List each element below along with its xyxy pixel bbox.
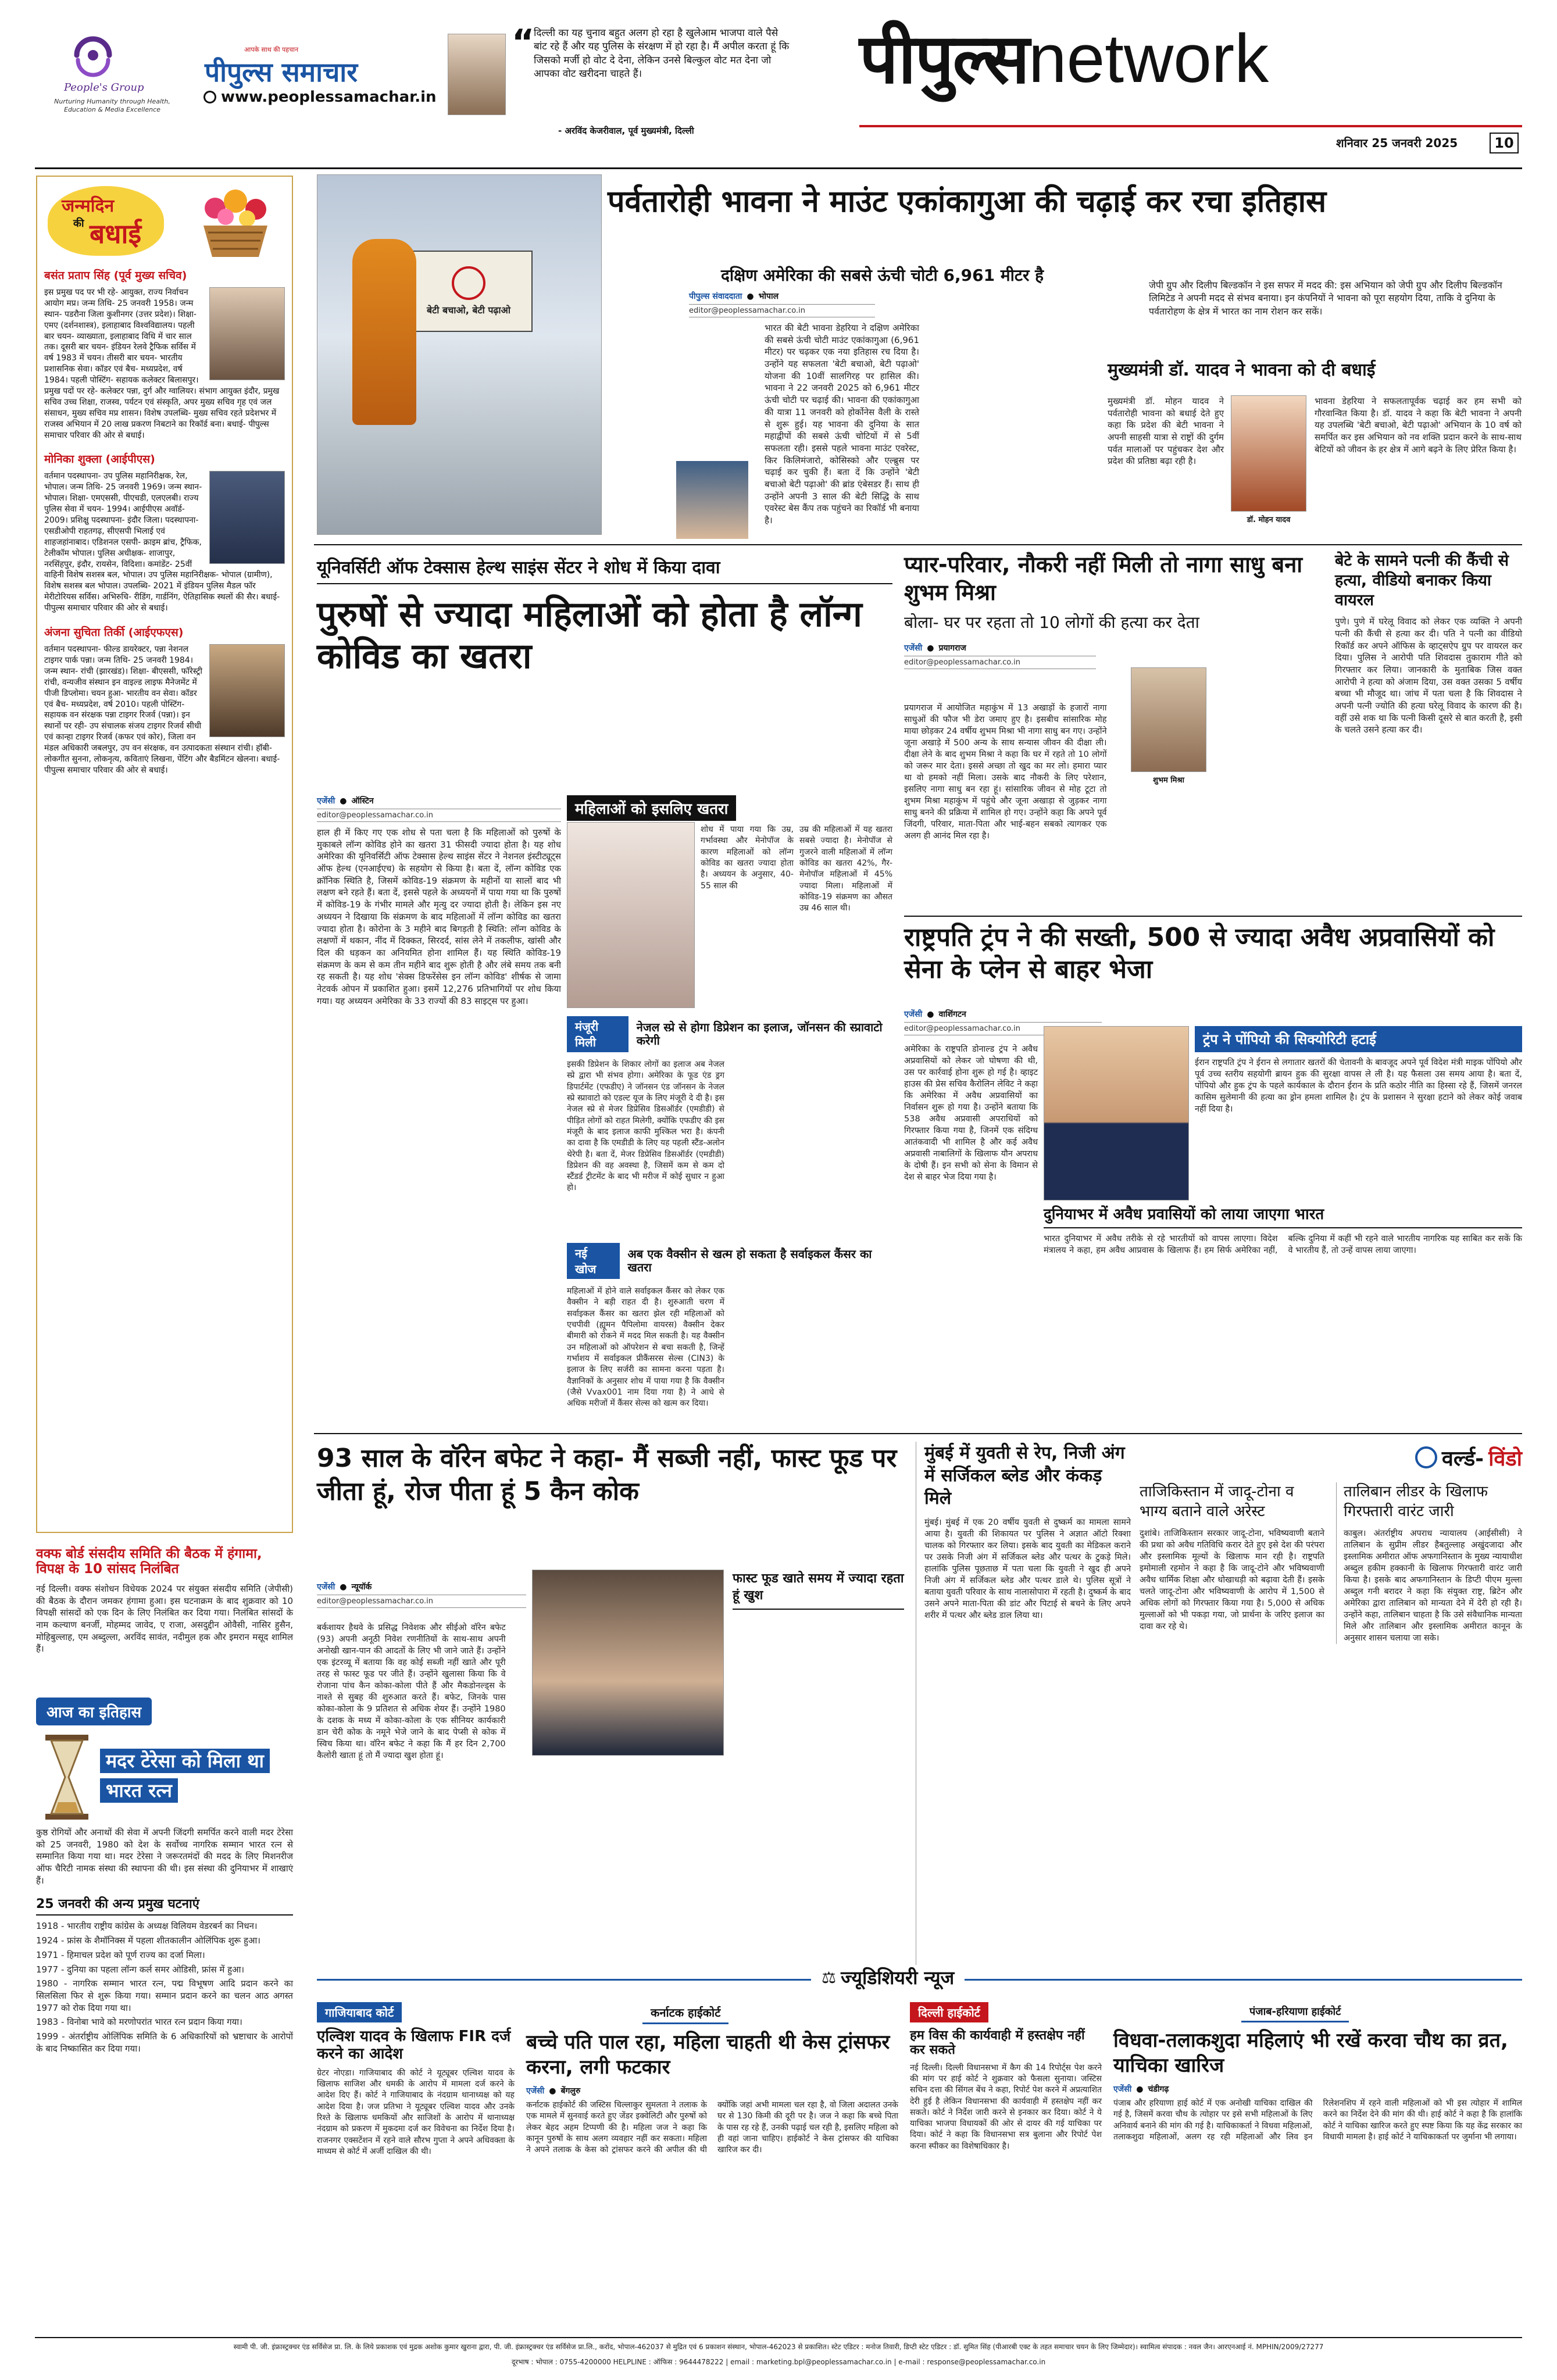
naga-email: editor@peoplessamachar.co.in (904, 656, 1096, 669)
lead-subhead: दक्षिण अमेरिका की सबसे ऊंची चोटी 6,961 मीटर है (721, 266, 1044, 285)
cm-right: भावना डेहरिया ने सफलतापूर्वक चढ़ाई कर हम सभी को गौरवान्वित किया है। डॉ. यादव ने कहा कि बेटी भावना ने अपनी यह उपलब्धि 'बेटी बचाओ, बेटी पढ़ाओ' अभियान के 10 वर्ष को समर्पित कर इस अभियान को नव शक्ति प्रदान करने के साथ-साथ बेटियों को जीवन के हर क्षेत्र में आगे बढ़ने के लिए प्रेरित किया है। (1315, 396, 1522, 455)
buffett-bureau: एजेंसी (317, 1582, 335, 1592)
globe-icon (203, 91, 216, 103)
world-label-2: विंडो (1488, 1446, 1522, 1471)
wife-headline: बेटे के सामने पत्नी की कैंची से हत्या, वीडियो बनाकर किया वायरल (1335, 552, 1509, 609)
lower-rule (314, 1433, 1522, 1434)
covid-byline (317, 795, 561, 806)
brand-english: network (1029, 20, 1269, 97)
nasal-tag: मंजूरी मिली (567, 1016, 628, 1052)
covid-email: editor@peoplessamachar.co.in (317, 809, 561, 822)
delhi-tag: दिल्ली हाईकोर्ट (910, 2002, 988, 2022)
globe-icon (1415, 1446, 1437, 1468)
history-event: 1971 - हिमाचल प्रदेश को पूर्ण राज्य का दर्जा मिला। (36, 1949, 205, 1960)
masthead-quote-author: - अरविंद केजरीवाल, पूर्व मुख्यमंत्री, दिल्ली (558, 126, 694, 136)
buffett-story (317, 1442, 904, 1965)
paper-url (203, 88, 437, 106)
bullet-icon: ● (340, 1582, 347, 1592)
world-window (1140, 1442, 1522, 1965)
birthday-person-1-name: बसंत प्रताप सिंह (पूर्व मुख्य सचिव) (44, 269, 187, 282)
trump-headline: राष्ट्रपति ट्रंप ने की सख्ती, 500 से ज्यादा अवैध अप्रवासियों को सेना के प्लेन से बाहर भेजा (904, 923, 1495, 984)
brand-logo (859, 19, 1269, 99)
mid-rule-right (904, 916, 1522, 917)
lead-rule (314, 544, 1522, 545)
punjab-headline: विधवा-तलाकशुदा महिलाएं भी रखें करवा चौथ का व्रत, याचिका खारिज (1113, 2029, 1508, 2077)
history-headline-text: मदर टेरेसा को मिला था भारत रत्न (100, 1749, 270, 1803)
covid-headline: पुरुषों से ज्यादा महिलाओं को होता है लॉन्ग कोविड का खतरा (317, 594, 862, 677)
punjab-byline (1113, 2084, 1522, 2095)
waqf-body: नई दिल्ली। वक्फ संशोधन विधेयक 2024 पर संयुक्त संसदीय समिति (जेपीसी) की बैठक के दौरान जमकर हंगामा हुआ। इस घटनाक्रम के बाद शुक्रवार को 10 विपक्षी सांसदों को एक दिन के लिए निलंबित कर दिया गया। निलंबित सांसदों के नाम कल्याण बनर्जी, मोहम्मद जावेद, ए राजा, असदुद्दीन ओवैसी, नासिर हुसैन, मोहिबुल्लाह, एम अब्दुल्ला, अरविंद सावंत, नदीमुल हक और इमरान मसूद शामिल हैं। (36, 1583, 293, 1654)
history-label: आज का इतिहास (36, 1698, 152, 1725)
karnataka-byline (526, 2085, 898, 2096)
history-event: 1977 - दुनिया का पहला लॉन्ग कर्ल समर ओडिसी, फ्रांस में हुआ। (36, 1964, 245, 1975)
naga-subhead: बोला- घर पर रहता तो 10 लोगों की हत्या कर देता (904, 613, 1199, 632)
judiciary-section (317, 1965, 1522, 2290)
history-box (36, 1698, 293, 2279)
birthday-person-2-name: मोनिका शुक्ला (आईपीएस) (44, 453, 155, 466)
nasal-headline: नेजल स्प्रे से होगा डिप्रेशन का इलाज, जॉनसन की स्प्रावाटो करेगी (636, 1020, 883, 1048)
brand-underline (859, 125, 1522, 127)
buffett-quote: फास्ट फूड खाते समय में ज्यादा रहता हूं खुश (733, 1571, 904, 1610)
world-left-body: दुशांबे। ताजिकिस्तान सरकार जादू-टोना, भविष्यवाणी बताने की प्रथा को अवैध गतिविधि करार देते हुए इसे देश की परंपरा और इस्लामिक मूल्यों के खिलाफ मान रही है। राष्ट्रपति इमोमाली रहमोन ने कहा है कि जादू-टोने और भविष्यवाणी अवैध धार्मिक शिक्षा और धोखाधड़ी को बढ़ावा देती हैं। इसके चलते जादू-टोना और भविष्यवाणी के आरोप में 1,500 से अधिक लोगों को गिरफ्तार किया गया है। 5,000 से अधिक मुल्लाओं को भी पकड़ा गया, जो प्रार्थना के जरिए इलाज का दावा कर रहे थे। (1140, 1528, 1324, 1631)
mumbai-story (916, 1442, 1131, 1965)
karnataka-body: कर्नाटक हाईकोर्ट की जस्टिस चिल्लाकुर सुमलता ने तलाक के एक मामले में सुनवाई करते हुए जेंडर इक्वेलिटी और पुरुषों को लेकर बेहद अहम टिप्पणी की है। महिला जज ने कहा कि कानून पुरुषों के साथ अलग व्यवहार नहीं कर सकता। महिला ने अपने तलाक के केस को ट्रांसफर करने की अपील की थी क्योंकि जहां अभी मामला चल रहा है, वो जिला अदालत उनके घर से 130 किमी की दूरी पर है। जज ने कहा कि बच्चे पिता के पास रह रहे हैं, उनकी पढ़ाई चल रही है, इसलिए महिला को ही वहां जाना चाहिए। हाईकोर्ट ने केस ट्रांसफर की याचिका खारिज कर दी। (526, 2100, 898, 2155)
ghaziabad-headline: एल्विश यादव के खिलाफ FIR दर्ज करने का आदेश (317, 2028, 511, 2063)
bullet-icon: ● (747, 291, 754, 301)
trump-body: अमेरिका के राष्ट्रपति डोनाल्ड ट्रंप ने अवैध अप्रवासियों को लेकर जो घोषणा की थी, उस पर कार्रवाई होना शुरू हो गई है। व्हाइट हाउस की प्रेस सचिव कैरोलिन लेविट ने कहा कि अमेरिका में अवैध अप्रवासियों का निर्वासन शुरू हो गया है। उन्होंने बताया कि 538 अवैध अप्रवासी अपराधियों को गिरफ्तार किया गया है, जिनमें एक संदिग्ध आतंकवादी भी शामिल है और कई अवैध अप्रवासी नाबालिगों के खिलाफ यौन अपराध के दोषी हैं। इन सभी को सेना के विमान से देश से बाहर भेज दिया गया है। (904, 1045, 1038, 1182)
trump-photo (1044, 1026, 1189, 1200)
paper-url-text: www.peoplessamachar.in (221, 88, 437, 106)
buffett-headline: 93 साल के वॉरेन बफेट ने कहा- मैं सब्जी नहीं, फास्ट फूड पर जीता हूं, रोज पीता हूं 5 कैन कोक (317, 1443, 897, 1507)
birthday-person-2-photo (209, 471, 285, 564)
paper-name: पीपुल्स समाचार (205, 56, 358, 88)
naga-bureau: एजेंसी (904, 644, 923, 653)
history-event: 1924 - फ्रांस के शैमॉनिक्स में पहला शीतकालीन ओलिंपिक शुरू हुआ। (36, 1935, 260, 1946)
brand-hindi: पीपुल्स (859, 19, 1029, 99)
history-headline (100, 1746, 274, 1806)
lead-body: भारत की बेटी भावना डेहरिया ने दक्षिण अमेरिका की सबसे ऊंची चोटी माउंट एकांकागुआ (6,961 मीटर) पर चढ़कर एक नया इतिहास रच दिया है। उन्होंने यह सफलता 'बेटी बचाओ, बेटी पढ़ाओ' योजना की 10वीं सालगिरह पर हासिल की। भावना ने 22 जनवरी 2025 को 6,961 मीटर ऊंची चोटी पर चढ़ाई की। भावना की एकांकागुआ की यात्रा 11 जनवरी को होर्कोनेस वैली के रास्ते से शुरू हुई। यह भावना की दुनिया के सात महाद्वीपों की सबसे ऊंची चोटियों में से 5वीं सफलता रही। इससे पहले भावना माउंट एवरेस्ट, किर किलिमंजारो, कोसिस्को और एल्ब्रुस पर चढ़ाई कर चुकी हैं। बता दें कि उन्होंने 'बेटी बचाओ बेटी पढ़ाओ' की ब्रांड एंबेसडर हैं। साथ ही उन्होंने अपनी 3 साल की बेटी सिद्धि के साथ एवरेस्ट बेस कैंप तक पहुंचने का रिकॉर्ड भी बनाया है। (765, 323, 919, 526)
masthead (0, 0, 1557, 169)
lead-sponsor: जेपी ग्रुप और दिलीप बिल्डकॉन ने इस सफर में मदद की: इस अभियान को जेपी ग्रुप और दिलीप बिल्डकॉन लिमिटेड ने अपनी मदद से संभव बनाया। इन कंपनियों ने भावना को पूरा सहयोग दिया, ताकि वे दुनिया के पर्वतारोहण के क्षेत्र में भारत का नाम रोशन कर सकें। (1149, 280, 1502, 317)
judiciary-banner-text: ज्यूडिशियरी न्यूज (841, 1967, 955, 1989)
waqf-story (36, 1546, 293, 1692)
naga-headline: प्यार-परिवार, नौकरी नहीं मिली तो नागा साधु बना शुभम मिश्रा (904, 552, 1303, 605)
history-event: 1980 - नागरिक सम्मान भारत रत्न, पद्म विभूषण आदि प्रदान करने का सिलसिला फिर से शुरू किया गया। सम्मान प्रदान करने का चलन आठ अगस्त 1977 को रोक दिया गया था। (36, 1978, 293, 2013)
covid-body: हाल ही में किए गए एक शोध से पता चला है कि महिलाओं को पुरुषों के मुकाबले लॉन्ग कोविड होने का खतरा 31 फीसदी ज्यादा होता है। यह शोध अमेरिका की यूनिवर्सिटी ऑफ टेक्सास हेल्थ साइंस सेंटर ने नेशनल इंस्टीट्यूट्स ऑफ हेल्थ (एनआईएच) के सहयोग से किया है। बता दें, लॉन्ग कोविड एक क्रॉनिक स्थिति है, जिसमें कोविड-19 संक्रमण के महीनों या सालों बाद भी लक्षण बने रहते हैं। बता दें, इससे पहले के अध्ययनों में पाया गया था कि पुरुषों में कोविड-19 के गंभीर मामले और मृत्यु दर ज्यादा होती है। लेकिन इस नए अध्ययन ने दिखाया कि संक्रमण के बाद महिलाओं में लॉन्ग कोविड का खतरा ज्यादा होता है। कोरोना के 3 महीने बाद बिगड़ती है स्थिति: लॉन्ग कोविड के लक्षणों में थकान, नींद में दिक्कत, सिरदर्द, सांस लेने में तकलीफ, खांसी और दिल की धड़कन का अनियमित होना शामिल हैं। यह स्थिति कोविड-19 संक्रमण के कम से कम तीन महीने बाद शुरू होती है और लंबे समय तक बनी रह सकती है। यह शोध 'सेक्स डिफरेंसेस इन लॉन्ग कोविड' शीर्षक से जामा नेटवर्क ओपन में प्रकाशित हुआ। इसमें 12,276 प्रतिभागियों पर शोध किया गया। यह अध्ययन अमेरिका के 33 राज्यों की 83 साइट्स पर हुआ। (317, 827, 561, 1006)
ghaziabad-body: ग्रेटर नोएडा। गाजियाबाद की कोर्ट ने यूट्यूबर एल्विश यादव के खिलाफ साजिश और धमकी के आरोप में मामला दर्ज करने के आदेश दिए हैं। कोर्ट ने गाजियाबाद के नंदग्राम थानाध्यक्ष को यह आदेश दिया है। जज प्रतिभा ने यूट्यूबर एल्विश यादव और उनके रिश्ते के खिलाफ धमकियों और साजिशों के आरोप में थानाध्यक्ष नंदग्राम को प्रकरण में मुकदमा दर्ज कर विवेचना का निर्देश दिया है। राजनगर एक्सटेंशन में रहने वाले सौरभ गुप्ता ने अपने अधिवक्ता के माध्यम से कोर्ट में अर्जी दाखिल की थी। (317, 2068, 515, 2156)
world-label-1: वर्ल्ड- (1441, 1446, 1484, 1471)
kejriwal-photo (448, 34, 506, 115)
birthday-person-3-text: वर्तमान पदस्थापना- फील्ड डायरेक्टर, पन्ना नेशनल टाइगर पार्क पन्ना। जन्म तिथि- 25 जनवरी 1984। जन्म स्थान- रांची (झारखंड)। शिक्षा- बीएससी, फॉरेस्ट्री रांची, वन्यजीव संस्थान इन वाइल्ड लाइफ मैनेजमेंट में पीजी डिप्लोमा। चयन हुआ- भारतीय वन सेवा। कॉडर एवं बैच- मध्यप्रदेश, वर्ष 2010। पहली पोस्टिंग- सहायक वन संरक्षक पन्ना टाइगर रिजर्व (पन्ना)। इन स्थानों पर रही- उप संचालक संजय टाइगर रिजर्व सीधी एवं कान्हा टाइगर रिजर्व (कफर एवं कोर), जिला वन मंडल अधिकारी जबलपुर, उप वन संरक्षक, वन उत्पादकता संस्थान रांची। हॉबी- लोकगीत सुनना, लोकनृत्य, कविताएं लिखना, पेंटिंग और बैडमिंटन खेलना। बधाई- पीपुल्स समाचार परिवार की ओर से बधाई। (44, 645, 280, 775)
trump-sub-title: ट्रंप ने पोंपियो की सिक्योरिटी हटाई (1195, 1026, 1522, 1052)
buffett-body: बर्कशायर हैथवे के प्रसिद्ध निवेशक और सीईओ वॉरेन बफेट (93) अपनी अनूठी निवेश रणनीतियों के साथ-साथ अपनी अनोखी खान-पान की आदतों के लिए भी जाने जाते हैं। उन्होंने एक इंटरव्यू में बताया कि वह कोई सब्जी नहीं खाते और पूरी तरह से फास्ट फूड पर जीते हैं। उन्होंने खुलासा किया कि वे रोजाना पांच कैन कोका-कोला पीते हैं और मैकडोनल्ड्स के नाश्ते से सुबह की शुरुआत करते हैं। बफेट, जिनके पास कोका-कोला के 9 प्रतिशत से अधिक शेयर हैं। उन्होंने 1980 के दशक के मध्य में कोका-कोला के एक सीनियर कार्यकारी डान चेरी कोक के नमूने भेजे जाने के बाद पेप्सी से कोक में स्विच किया था। वॉरेन बफेट ने कहा कि मैं हर दिन 2,700 कैलोरी खाता हूं तो मैं ज्यादा खुश होता हूं। (317, 1623, 506, 1760)
footer-imprint: स्वामी पी. जी. इंफ्रास्ट्रक्चर एंड सर्विसेज प्रा. लि. के लिये प्रकाशक एवं मुद्रक अशोक कुमार खुराना द्वारा, पी. जी. इंफ्रास्ट्रक्चर एंड सर्विसेज प्रा.लि., करोंद, भोपाल-462037 से मुद्रित एवं 6 प्रकाशन संस्थान, भोपाल-462023 से प्रकाशित। स्टेट एडिटर : मनोज तिवारी, डिप्टी स्टेट एडिटर : डॉ. सुमित सिंह (पीआरबी एक्ट के तहत समाचार चयन के लिए जिम्मेदार)। स्वामित्व संपादक : नवल जैन। आरएनआई नं. MPHIN/2009/27277 (233, 2343, 1324, 2351)
lead-bureau: पीपुल्स संवाददाता (689, 292, 742, 301)
covid-box-left: शोध में पाया गया कि उम्र, गर्भावस्था और मेनोपॉज के कारण महिलाओं को लॉन्ग कोविड का खतरा ज्यादा होता है। अध्ययन के अनुसार, 40-55 साल की (701, 825, 794, 891)
vaccine-headline: अब एक वैक्सीन से खत्म हो सकता है सर्वाइकल कैंसर का खतरा (627, 1247, 872, 1274)
vaccine-body: महिलाओं में होने वाले सर्वाइकल कैंसर को लेकर एक वैक्सीन ने बड़ी राहत दी है। शुरुआती चरण में सर्वाइकल कैंसर का खतरा झेल रही महिलाओं को एचपीवी (ह्यूमन पैपिलोमा वायरस) वैक्सीन देकर बीमारी को रोकने में मदद मिल सकती है। यह वैक्सीन उन महिलाओं को ऑपरेशन से बचा सकती है, जिन्हें गर्भाशय में सर्वाइकल प्रीकैंसरस सेल्स (CIN3) के इलाज के लिए सर्जरी का सामना करना पड़ता है। वैज्ञानिकों के अनुसार शोध में पाया गया है कि वैक्सीन (जैसे Vvax001 नाम दिया गया है) ने आधे से अधिक मरीजों में कैंसर सेल्स को खत्म कर दिया। (567, 1287, 724, 1409)
lead-article (689, 291, 1084, 541)
birthday-person-3-name: अंजना सुचिता तिर्की (आईएफएस) (44, 626, 184, 639)
history-event: 1983 - विनोबा भावे को मरणोपरांत भारत रत्न प्रदान किया गया। (36, 2017, 242, 2028)
covid-box-right: उम्र की महिलाओं में यह खतरा सबसे ज्यादा है। मेनोपॉज से गुजरने वाली महिलाओं में लॉन्ग कोविड का खतरा 42%, गैर-मेनोपॉज महिलाओं में 45% ज्यादा मिला। महिलाओं में कोविड-19 संक्रमण का औसत उम्र 46 साल थी। (799, 825, 892, 913)
karnataka-tag: कर्नाटक हाईकोर्ट (642, 2002, 728, 2024)
lead-main-photo (317, 174, 602, 535)
group-tagline: Nurturing Humanity through Health, Education & Media Excellence (54, 98, 170, 114)
covid-bureau: एजेंसी (317, 796, 335, 806)
hourglass-icon (43, 1734, 91, 1821)
trump-byline (904, 1009, 1102, 1020)
naga-story (904, 551, 1320, 912)
delhi-headline: हम विस की कार्यवाही में हस्तक्षेप नहीं कर सकते (910, 2028, 1085, 2058)
covid-city: ऑस्टिन (351, 796, 374, 806)
birthday-box (36, 176, 293, 1533)
footer-helpline: दूरभाष : भोपाल : 0755-4200000 HELPLINE : ऑफिस : 9644478222 | email : marketing.bpl@peoplessamachar.co.in | e-mail : response@peoplessamachar.co.in (511, 2358, 1046, 2366)
buffett-email: editor@peoplessamachar.co.in (317, 1595, 526, 1608)
history-event: 1999 - अंतर्राष्ट्रीय ओलिंपिक समिति के 6 अधिकारियों को भ्रष्टाचार के आरोपों के बाद निष्कासित कर दिया गया। (36, 2031, 293, 2054)
judiciary-banner (811, 1965, 965, 1990)
birthday-person-3-photo (209, 644, 285, 737)
history-events (36, 1920, 293, 2054)
karnataka-city: बेंगलुरु (560, 2086, 581, 2096)
masthead-quote: दिल्ली का यह चुनाव बहुत अलग हो रहा है खुलेआम भाजपा वाले पैसे बांट रहे हैं और यह पुलिस के संरक्षण में हो रहा है। मैं अपील करता हूं कि जिसको मर्जी हो वोट दे देना, लेकिन उनसे बिल्कुल वोट मत देना जो आपका वोट खरीदना चाहते हैं। (534, 27, 790, 80)
birthday-heading-main: बधाई (90, 218, 142, 249)
wife-body: पुणे। पुणे में घरेलू विवाद को लेकर एक व्यक्ति ने अपनी पत्नी की कैंची से हत्या कर दी। पति ने पत्नी का वीडियो रिकॉर्ड कर अपने ऑफिस के व्हाट्सऐप ग्रुप पर वायरल कर दिया। पुलिस ने आरोपी पति शिवदास तुकाराम गीते को गिरफ्तार कर लिया। जानकारी के मुताबिक जिस वक्त आरोपी ने हत्या को अंजाम दिया, उस वक्त उसका 5 वर्षीय बच्चा भी मौजूद था। जांच में पता चला है कि शिवदास ने अपनी पत्नी ज्योति की हत्या घरेलू विवाद के कारण की है। वहीं उसे शक था कि पत्नी किसी दूसरे से बात करती है, इसी के चलते उसने हत्या कर दी। (1335, 616, 1522, 735)
punjab-city: चंडीगढ़ (1148, 2085, 1169, 2094)
nasal-body: इसकी डिप्रेशन के शिकार लोगों का इलाज अब नेजल स्प्रे द्वारा भी संभव होगा। अमेरिका के फूड एंड ड्रग डिपार्टमेंट (एफडीए) ने जॉनसन एंड जॉनसन के नेजल स्प्रे स्प्रावाटो को एडल्ट यूज के लिए मंजूरी दे दी है। इस नेजल स्प्रे से मेजर डिप्रेसिव डिसऑर्डर (एमडीडी) से पीड़ित लोगों को राहत मिलेगी, क्योंकि एफडीए की इस मंजूरी के बाद इलाज काफी मुश्किल भरा है। कंपनी का दावा है कि एमडीडी के लिए यह पहली स्टैंड-अलोन थेरेपी है। बता दें, मेजर डिप्रेसिव डिसऑर्डर (एमडीडी) डिप्रेशन की वह अवस्था है, जिसमें कम से कम दो स्टैंडर्ड ट्रीटमेंट के बाद भी मरीज में कोई सुधार न हुआ हो। (567, 1060, 724, 1193)
footer-rule (35, 2337, 1522, 2338)
trump-sub2-body: भारत दुनियाभर में अवैध तरीके से रहे भारतीयों को वापस लाएगा। विदेश मंत्रालय ने कहा, हम अवैध आप्रवास के खिलाफ हैं। हम सिर्फ अमेरिका नहीं, बल्कि दुनिया में कहीं भी रहने वाले भारतीय नागरिक यह साबित कर सकें कि वे भारतीय हैं, तो उन्हें वापस लाया जाएगा। (1044, 1234, 1522, 1255)
bullet-icon: ● (340, 796, 347, 806)
birthday-person-1-photo (209, 287, 285, 380)
buffett-city: न्यूयॉर्क (351, 1582, 372, 1592)
punjab-tag: पंजाब-हरियाणा हाईकोर्ट (1241, 2002, 1349, 2022)
naga-photo-caption: शुभम मिश्रा (1153, 776, 1184, 785)
cm-headline: मुख्यमंत्री डॉ. यादव ने भावना को दी बधाई (1108, 360, 1376, 380)
gavel-icon: ⚖ (822, 1968, 837, 1987)
group-name: People's Group (64, 81, 144, 94)
bullet-icon: ● (927, 643, 934, 653)
history-list-heading: 25 जनवरी की अन्य प्रमुख घटनाएं (36, 1895, 293, 1916)
punjab-body: पंजाब और हरियाणा हाई कोर्ट में एक अनोखी याचिका दाखिल की गई है, जिसमें करवा चौथ के त्योहार पर इसे सभी महिलाओं के लिए अनिवार्य बनाने की मांग की गई है। याचिकाकर्ता ने विधवा महिलाओं, तलाकशुदा महिलाओं, अलग रह रही महिलाओं और लिव इन रिलेशनशिप में रहने वाली महिलाओं को भी इस त्योहार में शामिल करने का निर्देश देने की मांग की थी। हाई कोर्ट ने कहा है कि हालांकि कोर्ट ने याचिका खारिज करते हुए स्पष्ट किया कि यह केंद्र सरकार का विधायी मामला है। हाई कोर्ट ने याचिकाकर्ता पर जुर्माना भी लगाया। (1113, 2099, 1522, 2142)
covid-story (317, 551, 892, 1429)
seal-icon (452, 266, 485, 300)
delhi-body: नई दिल्ली। दिल्ली विधानसभा में कैग की 14 रिपोर्ट्स पेश करने की मांग पर हाई कोर्ट ने शुक्रवार को फैसला सुनाया। जस्टिस सचिन दत्ता की सिंगल बेंच ने कहा, रिपोर्ट पेश करने में अप्रत्याशित देरी हुई है लेकिन विधानसभा की कार्यवाही में हस्तक्षेप नहीं कर सकते। कोर्ट ने निर्देश जारी करने से इनकार कर दिया। कोर्ट ने ये याचिका भाजपा विधायकों की ओर से दायर की गई याचिका पर दिया। कोर्ट ने कहा कि विधानसभा सत्र बुलाना और रिपोर्ट पेश करना स्पीकर का विशेषाधिकार है। (910, 2063, 1102, 2151)
page-number: 10 (1490, 133, 1519, 153)
paper-small-tag: आपके साथ की पहचान (244, 46, 299, 53)
birthday-heading-mid: की (73, 217, 84, 230)
bullet-icon: ● (927, 1009, 934, 1019)
trump-sub-body: ईरान राष्ट्रपति ट्रंप ने ईरान से लगातार खतरों की चेतावनी के बावजूद अपने पूर्व विदेश मंत्री माइक पोंपियो और पूर्व उच्च स्तरीय सहयोगी ब्रायन हुक की सुरक्षा वापस ले ली है। यह फैसला उस समय आया है। बता दें, पोंपियो और हुक ट्रंप के पहले कार्यकाल के दौरान ईरान के प्रति कठोर नीति का हिस्सा रहे हैं, जिसमें जनरल कासिम सुलेमानी की हत्या का ड्रोन हमला शामिल है। ट्रंप के प्रशासन ने सुरक्षा हटाने को लेकर कोई जवाब नहीं दिया है। (1195, 1058, 1522, 1114)
lead-email: editor@peoplessamachar.co.in (689, 304, 875, 317)
masthead-date: शनिवार 25 जनवरी 2025 (1336, 136, 1458, 150)
waqf-headline: वक्फ बोर्ड संसदीय समिति की बैठक में हंगामा, विपक्ष के 10 सांसद निलंबित (36, 1546, 262, 1577)
masthead-rule (35, 167, 1522, 169)
world-left-headline: ताजिकिस्तान में जादू-टोना व भाग्य बताने वाले अरेस्ट (1140, 1483, 1294, 1520)
banner-in-photo (405, 251, 533, 332)
trump-email: editor@peoplessamachar.co.in (904, 1022, 1102, 1035)
punjab-bureau: एजेंसी (1113, 2085, 1132, 2094)
cm-photo-caption: डॉ. मोहन यादव (1247, 516, 1291, 524)
naga-byline (904, 642, 1320, 653)
quote-mark-icon: “ (512, 22, 535, 63)
naga-body: प्रयागराज में आयोजित महाकुंभ में 13 अखाड़ों के हजारों नागा साधुओं की फौज भी डेरा जमाए हुए है। इसबीच सांसारिक मोह माया छोड़कर 24 वर्षीय शुभम मिश्रा भी नागा साधु बन गए। उन्होंने जूना अखाड़े में 500 अन्य के साथ सन्यास जीवन की दीक्षा ली। दीक्षा लेने के बाद शुभम मिश्रा ने कहा कि घर में रहते तो 10 लोगों को जरूर मार देता। इससे अच्छा तो खुद का मर लो। हमारा प्यार था वो हमको नहीं मिला। उसके बाद नौकरी के लिए परेशान, इसलिए नागा साधु बन रहा हूं। सांसारिक जीवन से मोह टूटा तो शुभम मिश्रा महाकुंभ में पहुंचे और जूना अखाड़ा से जुड़कर नागा साधु बनने की प्रक्रिया में शामिल हो गए। उन्होंने कहा कि अपने पूर्व जिंदगी, परिवार, माता-पिता और भाई-बहन सबको त्यागकर एक अलग ही आनंद मिल रहा है। (904, 703, 1107, 841)
lead-headline: पर्वतारोही भावना ने माउंट एकांकागुआ की चढ़ाई कर रचा इतिहास (608, 184, 1327, 219)
karnataka-bureau: एजेंसी (526, 2086, 545, 2096)
history-event: 1918 - भारतीय राष्ट्रीय कांग्रेस के अध्यक्ष विलियम वेडरबर्न का निधन। (36, 1921, 258, 1932)
mumbai-body: मुंबई। मुंबई में एक 20 वर्षीय युवती से दुष्कर्म का मामला सामने आया है। युवती की शिकायत पर पुलिस ने अज्ञात ऑटो रिक्शा चालक को गिरफ्तार कर लिया। इसके बाद युवती का मेडिकल कराने पर उसके निजी अंग में सर्जिकल ब्लेड और पत्थर के टुकड़े मिले। हालांकि पुलिस पूछताछ में पता चला कि युवती ने खुद ही अपने निजी अंग में सर्जिकल ब्लेड और पत्थर डाले थे। पुलिस सूत्रों ने बताया युवती परिवार के साथ नालासोपारा में रहती है। दुष्कर्म के बाद उसने अपने माता-पिता की डांट और पिटाई से बचने के लिए अपने शरीर में पत्थर और ब्लेड डाल लिया था। (924, 1518, 1131, 1620)
climber-figure (352, 239, 416, 425)
world-right-headline: तालिबान लीडर के खिलाफ गिरफ्तारी वारंट जारी (1344, 1483, 1488, 1520)
history-body: कुष्ठ रोगियों और अनाथों की सेवा में अपनी जिंदगी समर्पित करने वाली मदर टेरेसा को 25 जनवरी, 1980 को देश के सर्वोच्च नागरिक सम्मान भारत रत्न से सम्मानित किया गया था। मदर टेरेसा ने जरूरतमंदों की मदद के लिए मिशनरीज ऑफ चैरिटी नामक संस्था की स्थापना की थी। इस संस्था की दुनियाभर में शाखाएं हैं। (36, 1827, 293, 1886)
mumbai-headline: मुंबई में युवती से रेप, निजी अंग में सर्जिकल ब्लेड और कंकड़ मिले (924, 1443, 1125, 1509)
karnataka-headline: बच्चे पति पाल रहा, महिला चाहती थी केस ट्रांसफर करना, लगी फटकार (526, 2031, 890, 2079)
lead-photo-caption: बेटी बचाओ, बेटी पढ़ाओ (427, 305, 510, 316)
group-logo (65, 32, 121, 78)
birthday-person-1-text: इस प्रमुख पद पर भी रहे- आयुक्त, राज्य निर्वाचन आयोग मप्र। जन्म तिथि- 25 जनवरी 1958। जन्म स्थान- पडरौना जिला कुशीनगर (उत्तर प्रदेश)। शिक्षा- एमए (दर्शनशास्त्र), इलाहाबाद विश्वविद्यालय। पहली बार चयन- व्याख्याता, इलाहाबाद विधि में चार साल तक। दूसरी बार चयन- इंडियन रेलवे ट्रैफिक सर्विस में वर्ष 1983 में चयन। तीसरी बार चयन- भारतीय प्रशासनिक सेवा। कॉडर एवं बैच- मध्यप्रदेश, वर्ष 1984। पहली पोस्टिंग- सहायक कलेक्टर बिलासपुर। प्रमुख पदों पर रहे- कलेक्टर पन्ना, दुर्ग और ग्वालियर। संभाग आयुक्त इंदौर, प्रमुख सचिव उच्च शिक्षा, राजस्व, पर्यटन एवं संस्कृति, अपर मुख्य सचिव गृह एवं जल संसाधन, मुख्य सचिव मप्र शासन। विशेष उपलब्धि- मुख्य सचिव रहते प्रदेशभर में राजस्व अभियान में 20 लाख प्रकरण निबटाने का रिकॉर्ड बना। बधाई- पीपुल्स समाचार परिवार की ओर से बधाई। (44, 288, 280, 440)
cm-left: मुख्यमंत्री डॉ. मोहन यादव ने पर्वतारोही भावना को बधाई देते हुए कहा कि प्रदेश की बेटी भावना ने अपनी साहसी यात्रा से राष्ट्रों की दुर्गम पर्वत मालाओं पर पहुंचकर देश और प्रदेश की प्रतिष्ठा बढ़ा रही है। (1108, 396, 1224, 467)
bullet-icon: ● (1136, 2084, 1144, 2094)
cm-box (1108, 360, 1522, 541)
covid-box-title: महिलाओं को इसलिए खतरा (567, 795, 736, 821)
trump-bureau: एजेंसी (904, 1010, 923, 1019)
flower-basket-icon (192, 185, 279, 259)
birthday-person-2-text: वर्तमान पदस्थापना- उप पुलिस महानिरीक्षक, रेल, भोपाल। जन्म तिथि- 25 जनवरी 1969। जन्म स्थान- भोपाल। शिक्षा- एमएससी, पीएचडी, एलएलबी। राज्य पुलिस सेवा में चयन- 1994। आईपीएस अवॉर्ड- 2009। प्रशिक्षु पदस्थापना- इंदौर जिला। पदस्थापना- एसडीओपी राहतगढ़, सीएसपी भिलाई एवं शाहजहांनाबाद। एडिशनल एसपी- क्राइम ब्रांच, ट्रैफिक, टेलीकॉम भोपाल। पुलिस अधीक्षक- शाजापुर, नरसिंहपुर, इंदौर, रायसेन, विदिशा। कमांडेंट- 25वीं वाहिनी विशेष सशस्त्र बल, भोपाल। उप पुलिस महानिरीक्षक- भोपाल (ग्रामीण), विशेष सशस्त्र बल भोपाल। उपलब्धि- 2021 में इंडियन पुलिस मैडल फॉर मेरीटोरियस सर्विस। अभिरुचि- रीडिंग, गार्डनिंग, ऐतिहासिक स्थलों की सैर। बधाई- पीपुल्स समाचार परिवार की ओर से बधाई। (44, 471, 280, 613)
peoples-group-logo-icon (65, 32, 121, 78)
lead-city: भोपाल (758, 292, 779, 301)
trump-story (904, 921, 1522, 1427)
wife-story (1335, 551, 1522, 912)
lead-byline (689, 291, 1084, 302)
covid-woman-photo (567, 822, 695, 1008)
birthday-heading-top: जन्मदिन (62, 196, 115, 216)
birthday-heading (44, 183, 285, 264)
buffett-byline (317, 1581, 526, 1592)
naga-city: प्रयागराज (938, 644, 966, 653)
covid-kicker: यूनिवर्सिटी ऑफ टेक्सास हेल्थ साइंस सेंटर ने शोध में किया दावा (317, 551, 892, 584)
trump-city: वाशिंगटन (938, 1010, 966, 1019)
bullet-icon: ● (549, 2086, 556, 2096)
ghaziabad-tag: गाजियाबाद कोर्ट (317, 2002, 402, 2022)
vaccine-tag: नई खोज (567, 1243, 620, 1279)
trump-sub2-title: दुनियाभर में अवैध प्रवासियों को लाया जाएगा भारत (1044, 1206, 1522, 1228)
world-right-body: काबुल। अंतर्राष्ट्रीय अपराध न्यायालय (आईसीसी) ने तालिबान के सुप्रीम लीडर हैबतुल्लाह अखुंदजादा और इस्लामिक अमीरात ऑफ अफगानिस्तान के मुख्य न्यायाधीश अब्दुल हकीम हक्कानी के खिलाफ गिरफ्तारी वारंट जारी किया है। इसके बाद अफगानिस्तान के डिप्टी पीएम मुल्ला अब्दुल गनी बरादर ने कहा कि संयुक्त राष्ट्र, ब्रिटेन और अमेरिका द्वारा तालिबान को मान्यता देने में देरी हो रही है। उन्होंने कहा, तालिबान चाहता है कि उसे संवैधानिक मान्यता मिले और तालिबान और इस्लामिक अमीरात कानून के अनुसार शासन चलाया जा सके। (1344, 1528, 1522, 1643)
cm-photo (1231, 395, 1306, 512)
